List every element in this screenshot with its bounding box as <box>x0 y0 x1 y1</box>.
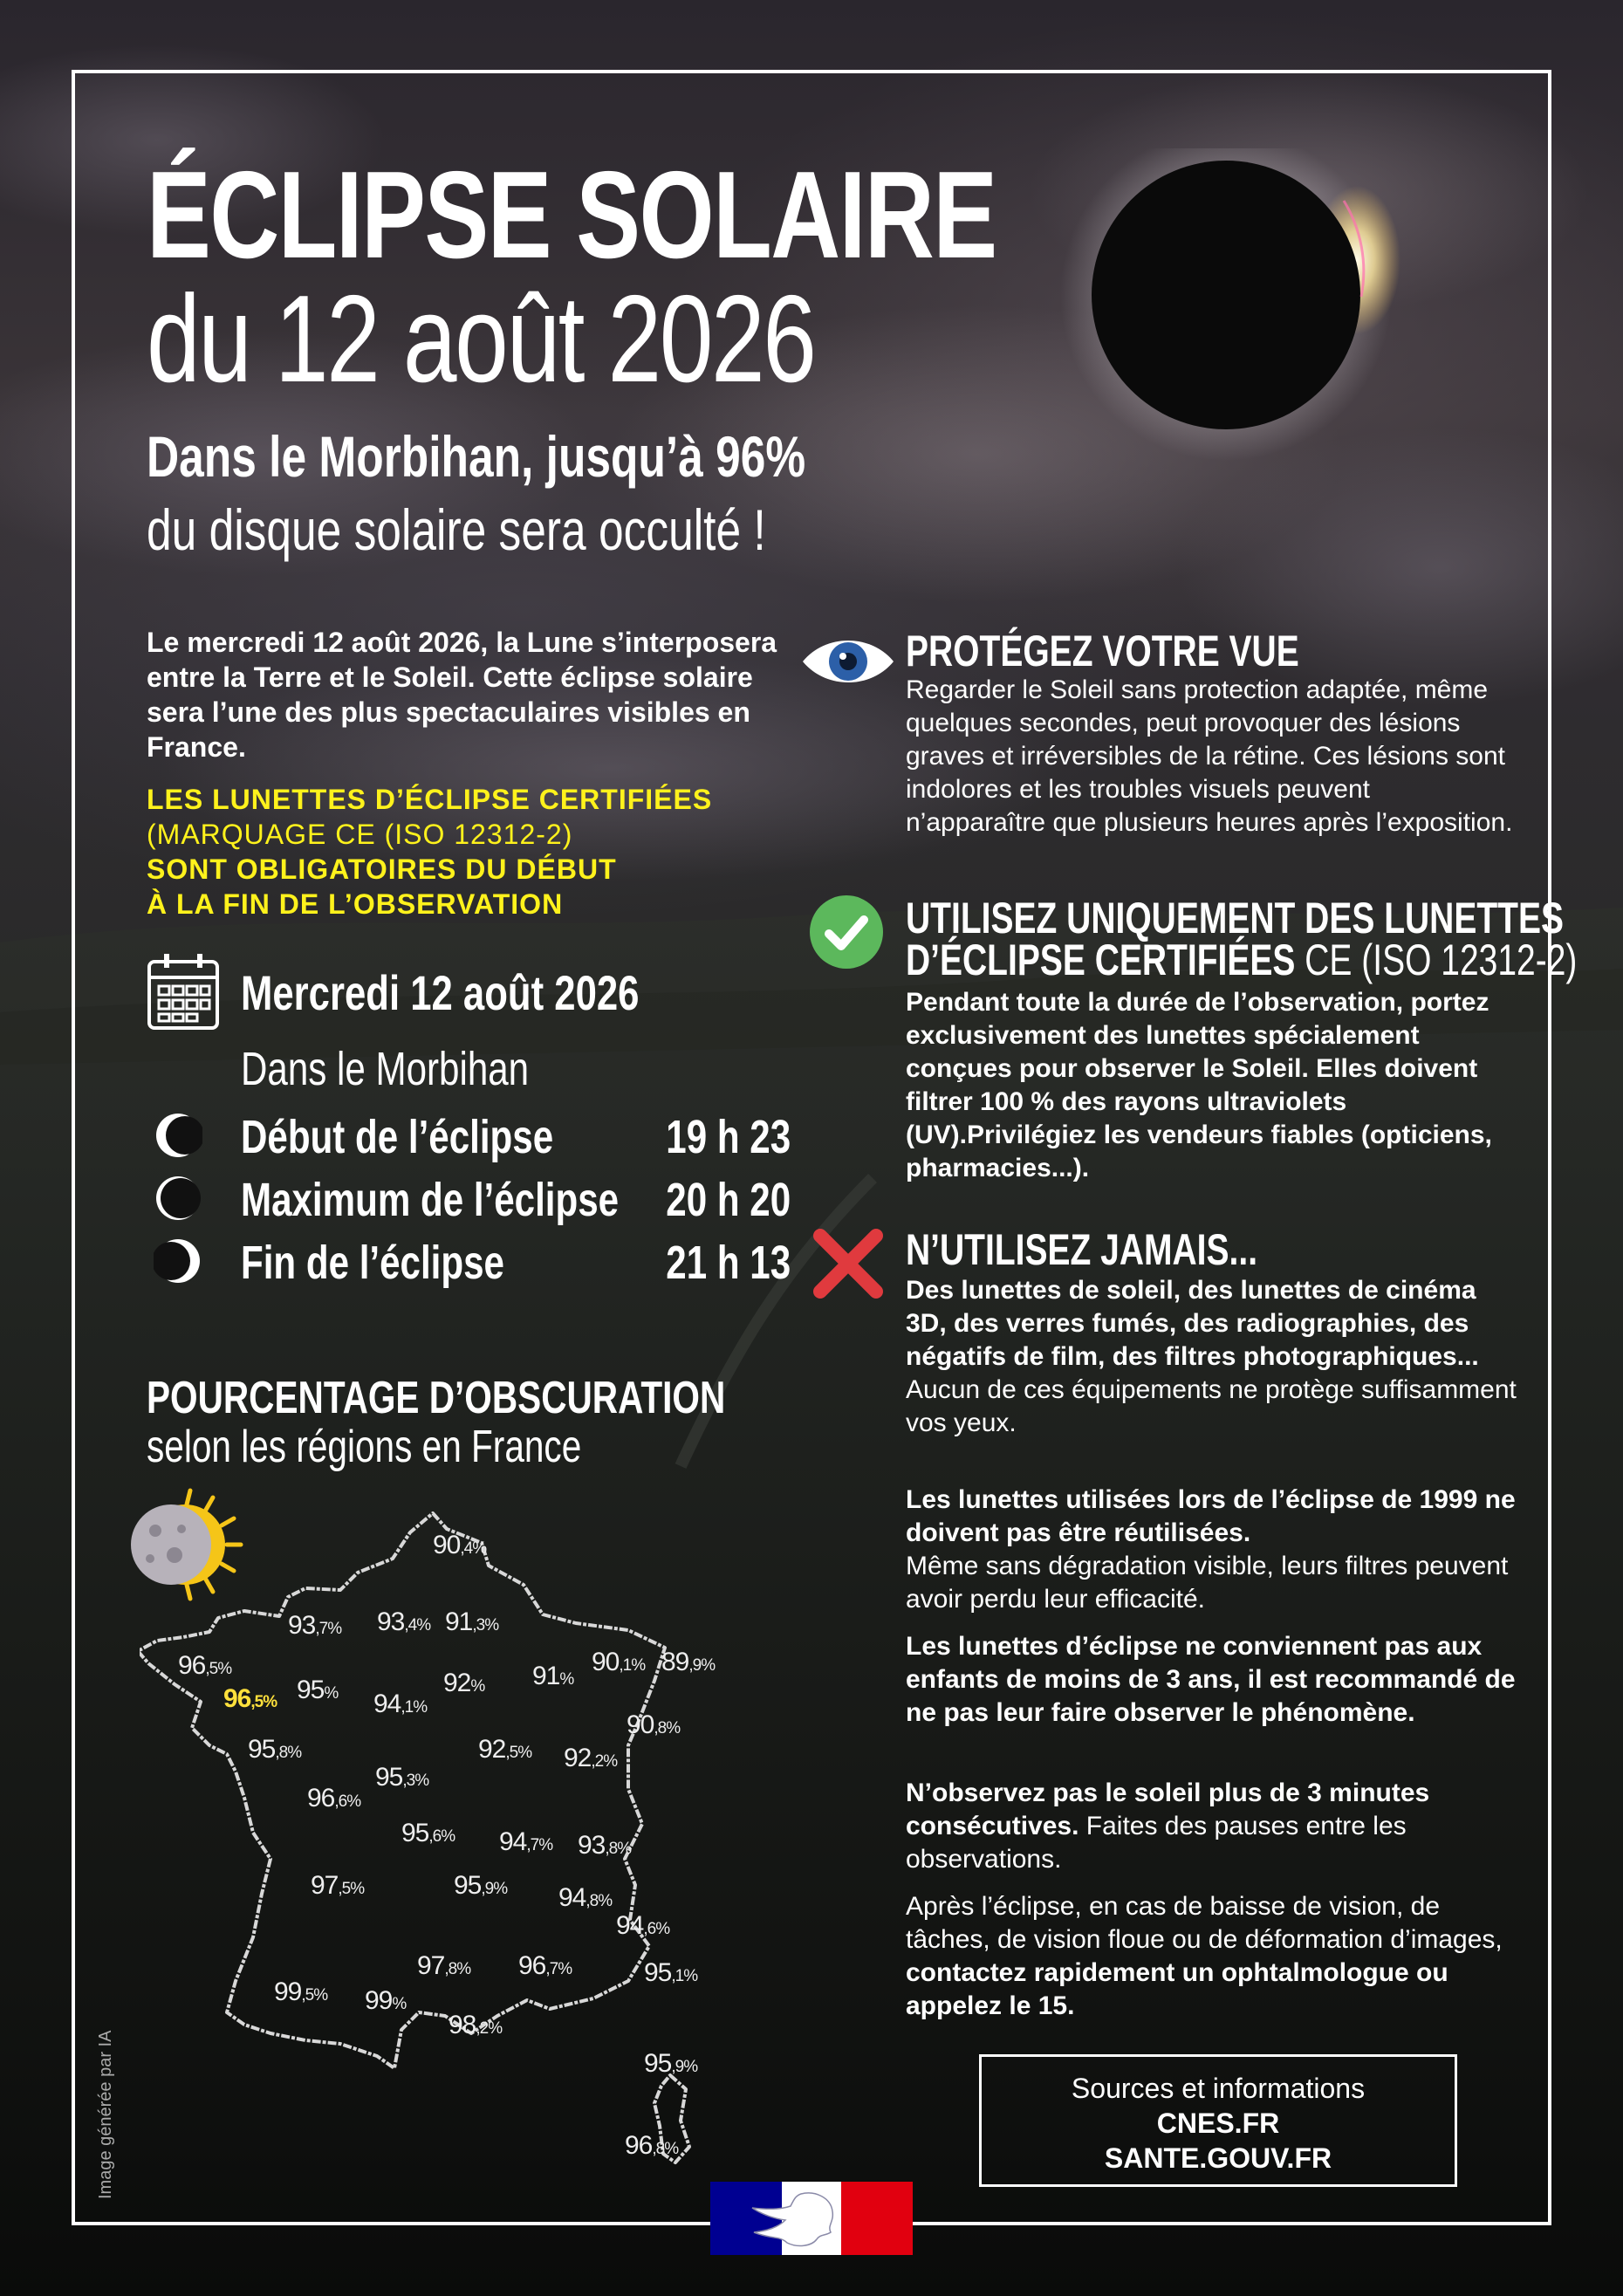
protect-body: Regarder le Soleil sans protection adaptée, même quelques secondes, peut provoquer des lésions graves et irréversibles de la rétine. Ces lésions sont indolores et les troubles visuels peuvent n’apparaître que plusieurs heures après l’exposition. <box>906 675 1513 837</box>
map-value: 95,3% <box>375 1763 429 1792</box>
eye-icon <box>799 630 897 693</box>
map-value: 99,5% <box>274 1977 328 2006</box>
sante-link[interactable]: SANTE.GOUV.FR <box>1104 2142 1332 2174</box>
map-value: 89,9% <box>661 1648 716 1676</box>
calendar-icon <box>147 951 220 1031</box>
map-value: 95,6% <box>401 1819 455 1847</box>
schedule-row-end: Fin de l’éclipse 21 h 13 <box>241 1237 791 1289</box>
use-body: Pendant toute la durée de l’observation, portez exclusivement des lunettes spécialement conçues pour observer le Soleil. Elles doivent filtrer 100 % des rayons ultraviolets (UV).Privilégiez les vendeurs fiables (opticiens, pharmacies...). <box>906 988 1492 1182</box>
map-value: 93,7% <box>288 1611 342 1640</box>
schedule-row-max: Maximum de l’éclipse 20 h 20 <box>241 1174 791 1226</box>
map-value: 95% <box>297 1676 339 1704</box>
checkmark-icon <box>808 894 885 970</box>
never-body: Des lunettes de soleil, des lunettes de cinéma 3D, des verres fumés, des radiographies, des négatifs de film, des filtres photographiques... Aucun de ces équipements ne protège suffisamment vos yeux. <box>906 1276 1517 1437</box>
republique-francaise-logo <box>710 2182 913 2255</box>
map-value: 93,4% <box>377 1607 431 1636</box>
subtitle-line-2: du disque solaire sera occulté ! <box>147 497 766 562</box>
map-value: 98,2% <box>449 2011 503 2039</box>
moon-phase-max-icon <box>154 1174 202 1223</box>
map-value: 97,8% <box>417 1951 471 1980</box>
map-value: 96,8% <box>625 2131 679 2160</box>
map-value: 96,6% <box>307 1784 361 1813</box>
cnes-link[interactable]: CNES.FR <box>1156 2108 1280 2139</box>
never-heading: N’UTILISEZ JAMAIS... <box>906 1225 1258 1274</box>
map-value: 95,9% <box>454 1871 508 1900</box>
map-value: 92% <box>443 1669 485 1697</box>
map-value-morbihan: 96,5% <box>223 1684 277 1713</box>
map-value: 99% <box>365 1986 407 2015</box>
map-value: 90,4% <box>433 1531 487 1559</box>
map-value: 93,8% <box>578 1831 632 1860</box>
glasses-warning: LES LUNETTES D’ÉCLIPSE CERTIFIÉES (MARQUAGE CE (ISO 12312-2) SONT OBLIGATOIRES DU DÉBUT À LA FIN DE L’OBSERVATION <box>147 784 713 920</box>
sources-box <box>979 2054 1457 2187</box>
map-value: 94,1% <box>373 1689 428 1718</box>
map-value: 97,5% <box>311 1871 365 1900</box>
subtitle-line-1: Dans le Morbihan, jusqu’à 96% <box>147 424 806 489</box>
sources-title: Sources et informations <box>1071 2073 1366 2104</box>
moon-phase-end-icon <box>154 1237 202 1285</box>
map-value: 92,2% <box>564 1744 618 1772</box>
map-value: 94,8% <box>558 1883 613 1912</box>
children-text: Les lunettes d’éclipse ne conviennent pas aux enfants de moins de 3 ans, il est recommandé de ne pas leur faire observer le phénomène. <box>906 1632 1516 1727</box>
map-value: 92,5% <box>478 1735 532 1764</box>
title-line-2: du 12 août 2026 <box>147 270 815 408</box>
map-value: 96,5% <box>178 1651 232 1680</box>
moon-phase-start-icon <box>154 1111 202 1160</box>
image-credit: Image générée par IA <box>96 2030 115 2199</box>
cross-icon <box>810 1225 887 1302</box>
map-value: 90,1% <box>592 1648 646 1676</box>
map-value: 90,8% <box>627 1710 681 1739</box>
map-value: 94,6% <box>616 1911 670 1940</box>
map-value: 95,8% <box>248 1735 302 1764</box>
use-heading: UTILISEZ UNIQUEMENT DES LUNETTES D’ÉCLIPSE CERTIFIÉES CE (ISO 12312-2) <box>906 894 1578 984</box>
title-line-1: ÉCLIPSE SOLAIRE <box>147 146 996 284</box>
map-value: 96,7% <box>518 1951 572 1980</box>
schedule-row-start: Début de l’éclipse 19 h 23 <box>241 1111 791 1163</box>
p1999-text: Les lunettes utilisées lors de l’éclipse de 1999 ne doivent pas être réutilisées. Même sans dégradation visible, leurs filtres peuvent avoir perdu leur efficacité. <box>906 1485 1516 1614</box>
duration-text: N’observez pas le soleil plus de 3 minutes consécutives. Faites des pauses entre les observations. <box>906 1779 1430 1874</box>
protect-heading: PROTÉGEZ VOTRE VUE <box>906 627 1299 675</box>
eclipse-date: Mercredi 12 août 2026 <box>241 965 640 1020</box>
map-title: POURCENTAGE D’OBSCURATION <box>147 1373 726 1423</box>
map-value: 94,7% <box>499 1827 553 1856</box>
map-value: 95,1% <box>644 1958 698 1987</box>
region-label: Dans le Morbihan <box>241 1043 530 1095</box>
map-value: 91,3% <box>445 1607 499 1636</box>
map-subtitle: selon les régions en France <box>147 1422 582 1472</box>
intro-text: Le mercredi 12 août 2026, la Lune s’interposera entre la Terre et le Soleil. Cette éclipse solaire sera l’une des plus spectaculaires visibles en France. <box>147 627 777 763</box>
map-value: 91% <box>532 1662 574 1690</box>
map-value: 95,9% <box>644 2049 698 2078</box>
after-text: Après l’éclipse, en cas de baisse de vision, de tâches, de vision floue ou de déformation d’images, contactez rapidement un ophtalmologue ou appelez le 15. <box>906 1892 1503 2020</box>
